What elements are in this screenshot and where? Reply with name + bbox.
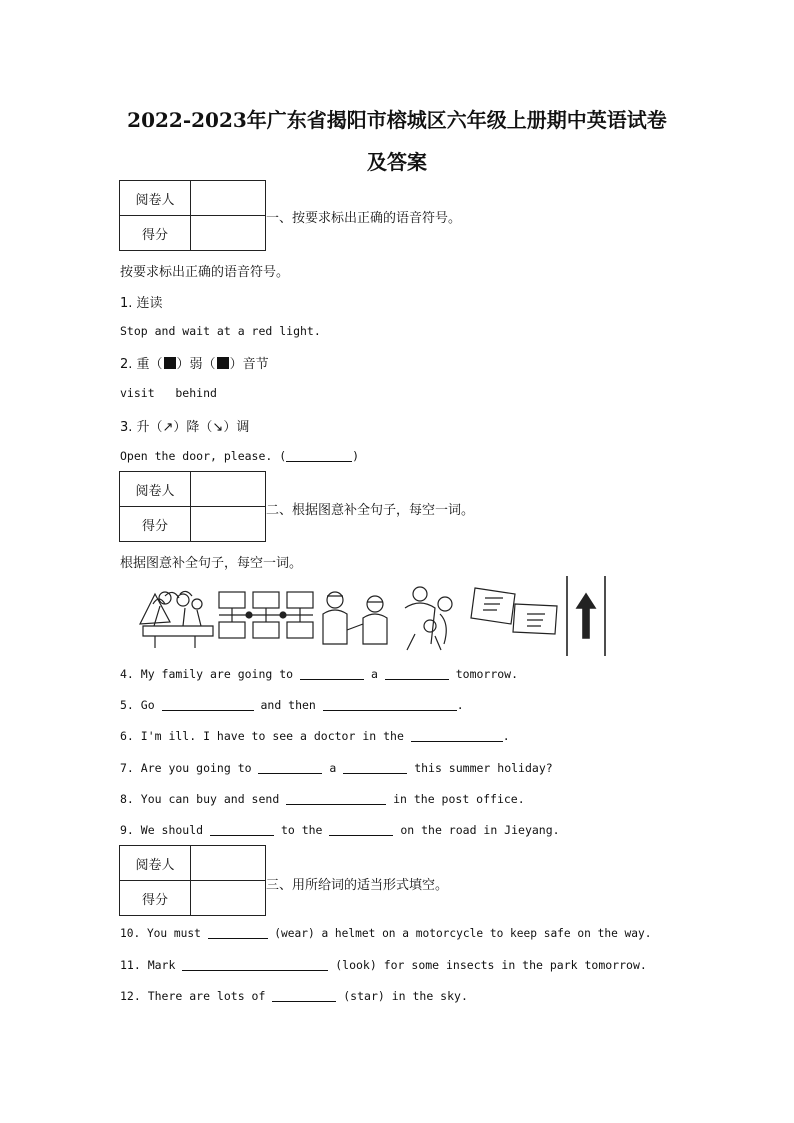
q2-pre: 2. 重（ [120, 357, 163, 372]
q8-part-a: 8. You can buy and send [120, 792, 287, 806]
question-1-text: Stop and wait at a red light. [120, 324, 321, 338]
question-12 [120, 989, 468, 1003]
reviewer-cell[interactable] [191, 472, 266, 507]
q5-part-b: and then [253, 698, 323, 712]
q7-part-b: a [322, 761, 344, 775]
stress-square-icon [164, 357, 176, 369]
instruction-2: 根据图意补全句子，每空一词。 [120, 556, 303, 571]
score-cell[interactable] [191, 881, 266, 916]
reviewer-cell[interactable] [191, 846, 266, 881]
answer-blank[interactable] [182, 959, 328, 971]
score-label: 得分 [120, 216, 191, 251]
question-10 [120, 927, 651, 940]
road-arrow-image [567, 576, 605, 656]
q8-part-b: in the post office. [386, 792, 525, 806]
question-2-label [120, 353, 269, 372]
question-11 [120, 958, 647, 972]
score-table-2 [119, 471, 266, 542]
answer-blank[interactable] [208, 927, 268, 939]
answer-blank[interactable] [300, 668, 364, 680]
q12-part-b: (star) in the sky. [336, 989, 468, 1003]
answer-blank[interactable] [210, 824, 274, 836]
q11-part-a: 11. Mark [120, 958, 183, 972]
question-3-text [120, 449, 359, 463]
question-3-label: 3. 升（↗）降（↘）调 [120, 420, 250, 435]
answer-blank[interactable] [258, 762, 322, 774]
document-title-line2: 及答案 [367, 150, 427, 174]
q9-part-c: on the road in Jieyang. [393, 823, 560, 837]
answer-blank[interactable] [272, 990, 336, 1002]
score-table-3 [119, 845, 266, 916]
section-heading-3: 三、用所给词的适当形式填空。 [266, 878, 449, 893]
score-table-1 [119, 180, 266, 251]
document-title: 2022-2023年广东省揭阳市榕城区六年级上册期中英语试卷 [127, 108, 667, 132]
answer-blank[interactable] [286, 450, 352, 462]
instruction-1: 按要求标出正确的语音符号。 [120, 265, 290, 280]
question-2-text: visit behind [120, 386, 217, 400]
answer-blank[interactable] [411, 730, 503, 742]
q2-post: ）音节 [229, 357, 269, 372]
answer-blank[interactable] [323, 699, 457, 711]
weak-square-icon [217, 357, 229, 369]
answer-blank[interactable] [385, 668, 449, 680]
q5-part-c: . [456, 698, 464, 712]
reviewer-label: 阅卷人 [120, 181, 191, 216]
q10-part-b: (wear) a helmet on a motorcycle to keep safe on the way. [267, 927, 652, 940]
q7-part-a: 7. Are you going to [120, 761, 259, 775]
question-5 [120, 698, 464, 712]
q3-sentence: Open the door, please. ( [120, 449, 287, 463]
question-8 [120, 792, 525, 806]
postcards-image [471, 588, 557, 634]
score-label: 得分 [120, 507, 191, 542]
travel-people-image [405, 587, 452, 650]
q4-part-a: 4. My family are going to [120, 667, 301, 681]
score-cell[interactable] [191, 216, 266, 251]
q9-part-b: to the [274, 823, 330, 837]
q3-close: ) [352, 449, 360, 463]
q9-part-a: 9. We should [120, 823, 211, 837]
question-6 [120, 729, 510, 743]
answer-blank[interactable] [343, 762, 407, 774]
question-9 [120, 823, 560, 837]
answer-blank[interactable] [286, 793, 386, 805]
question-4 [120, 667, 518, 681]
answer-blank[interactable] [162, 699, 254, 711]
q6-part-a: 6. I'm ill. I have to see a doctor in the [120, 729, 411, 743]
q11-part-b: (look) for some insects in the park tomorrow. [328, 958, 647, 972]
q5-part-a: 5. Go [120, 698, 162, 712]
score-label: 得分 [120, 881, 191, 916]
section-heading-1: 一、按要求标出正确的语音符号。 [266, 211, 462, 226]
q4-part-b: a [364, 667, 385, 681]
score-cell[interactable] [191, 507, 266, 542]
q12-part-a: 12. There are lots of [120, 989, 273, 1003]
q10-part-a: 10. You must [120, 927, 208, 940]
map-route-image [219, 592, 313, 638]
question-1-label: 1. 连读 [120, 296, 163, 311]
answer-blank[interactable] [329, 824, 393, 836]
q2-mid: ）弱（ [176, 357, 216, 372]
reviewer-label: 阅卷人 [120, 472, 191, 507]
q6-part-b: . [502, 729, 510, 743]
q7-part-c: this summer holiday? [407, 761, 553, 775]
family-picnic-image [140, 591, 213, 648]
question-7 [120, 761, 553, 775]
doctor-patient-image [323, 592, 387, 644]
reviewer-label: 阅卷人 [120, 846, 191, 881]
picture-strip [135, 574, 610, 658]
section-heading-2: 二、根据图意补全句子，每空一词。 [266, 503, 475, 518]
q4-part-c: tomorrow. [448, 667, 519, 681]
reviewer-cell[interactable] [191, 181, 266, 216]
